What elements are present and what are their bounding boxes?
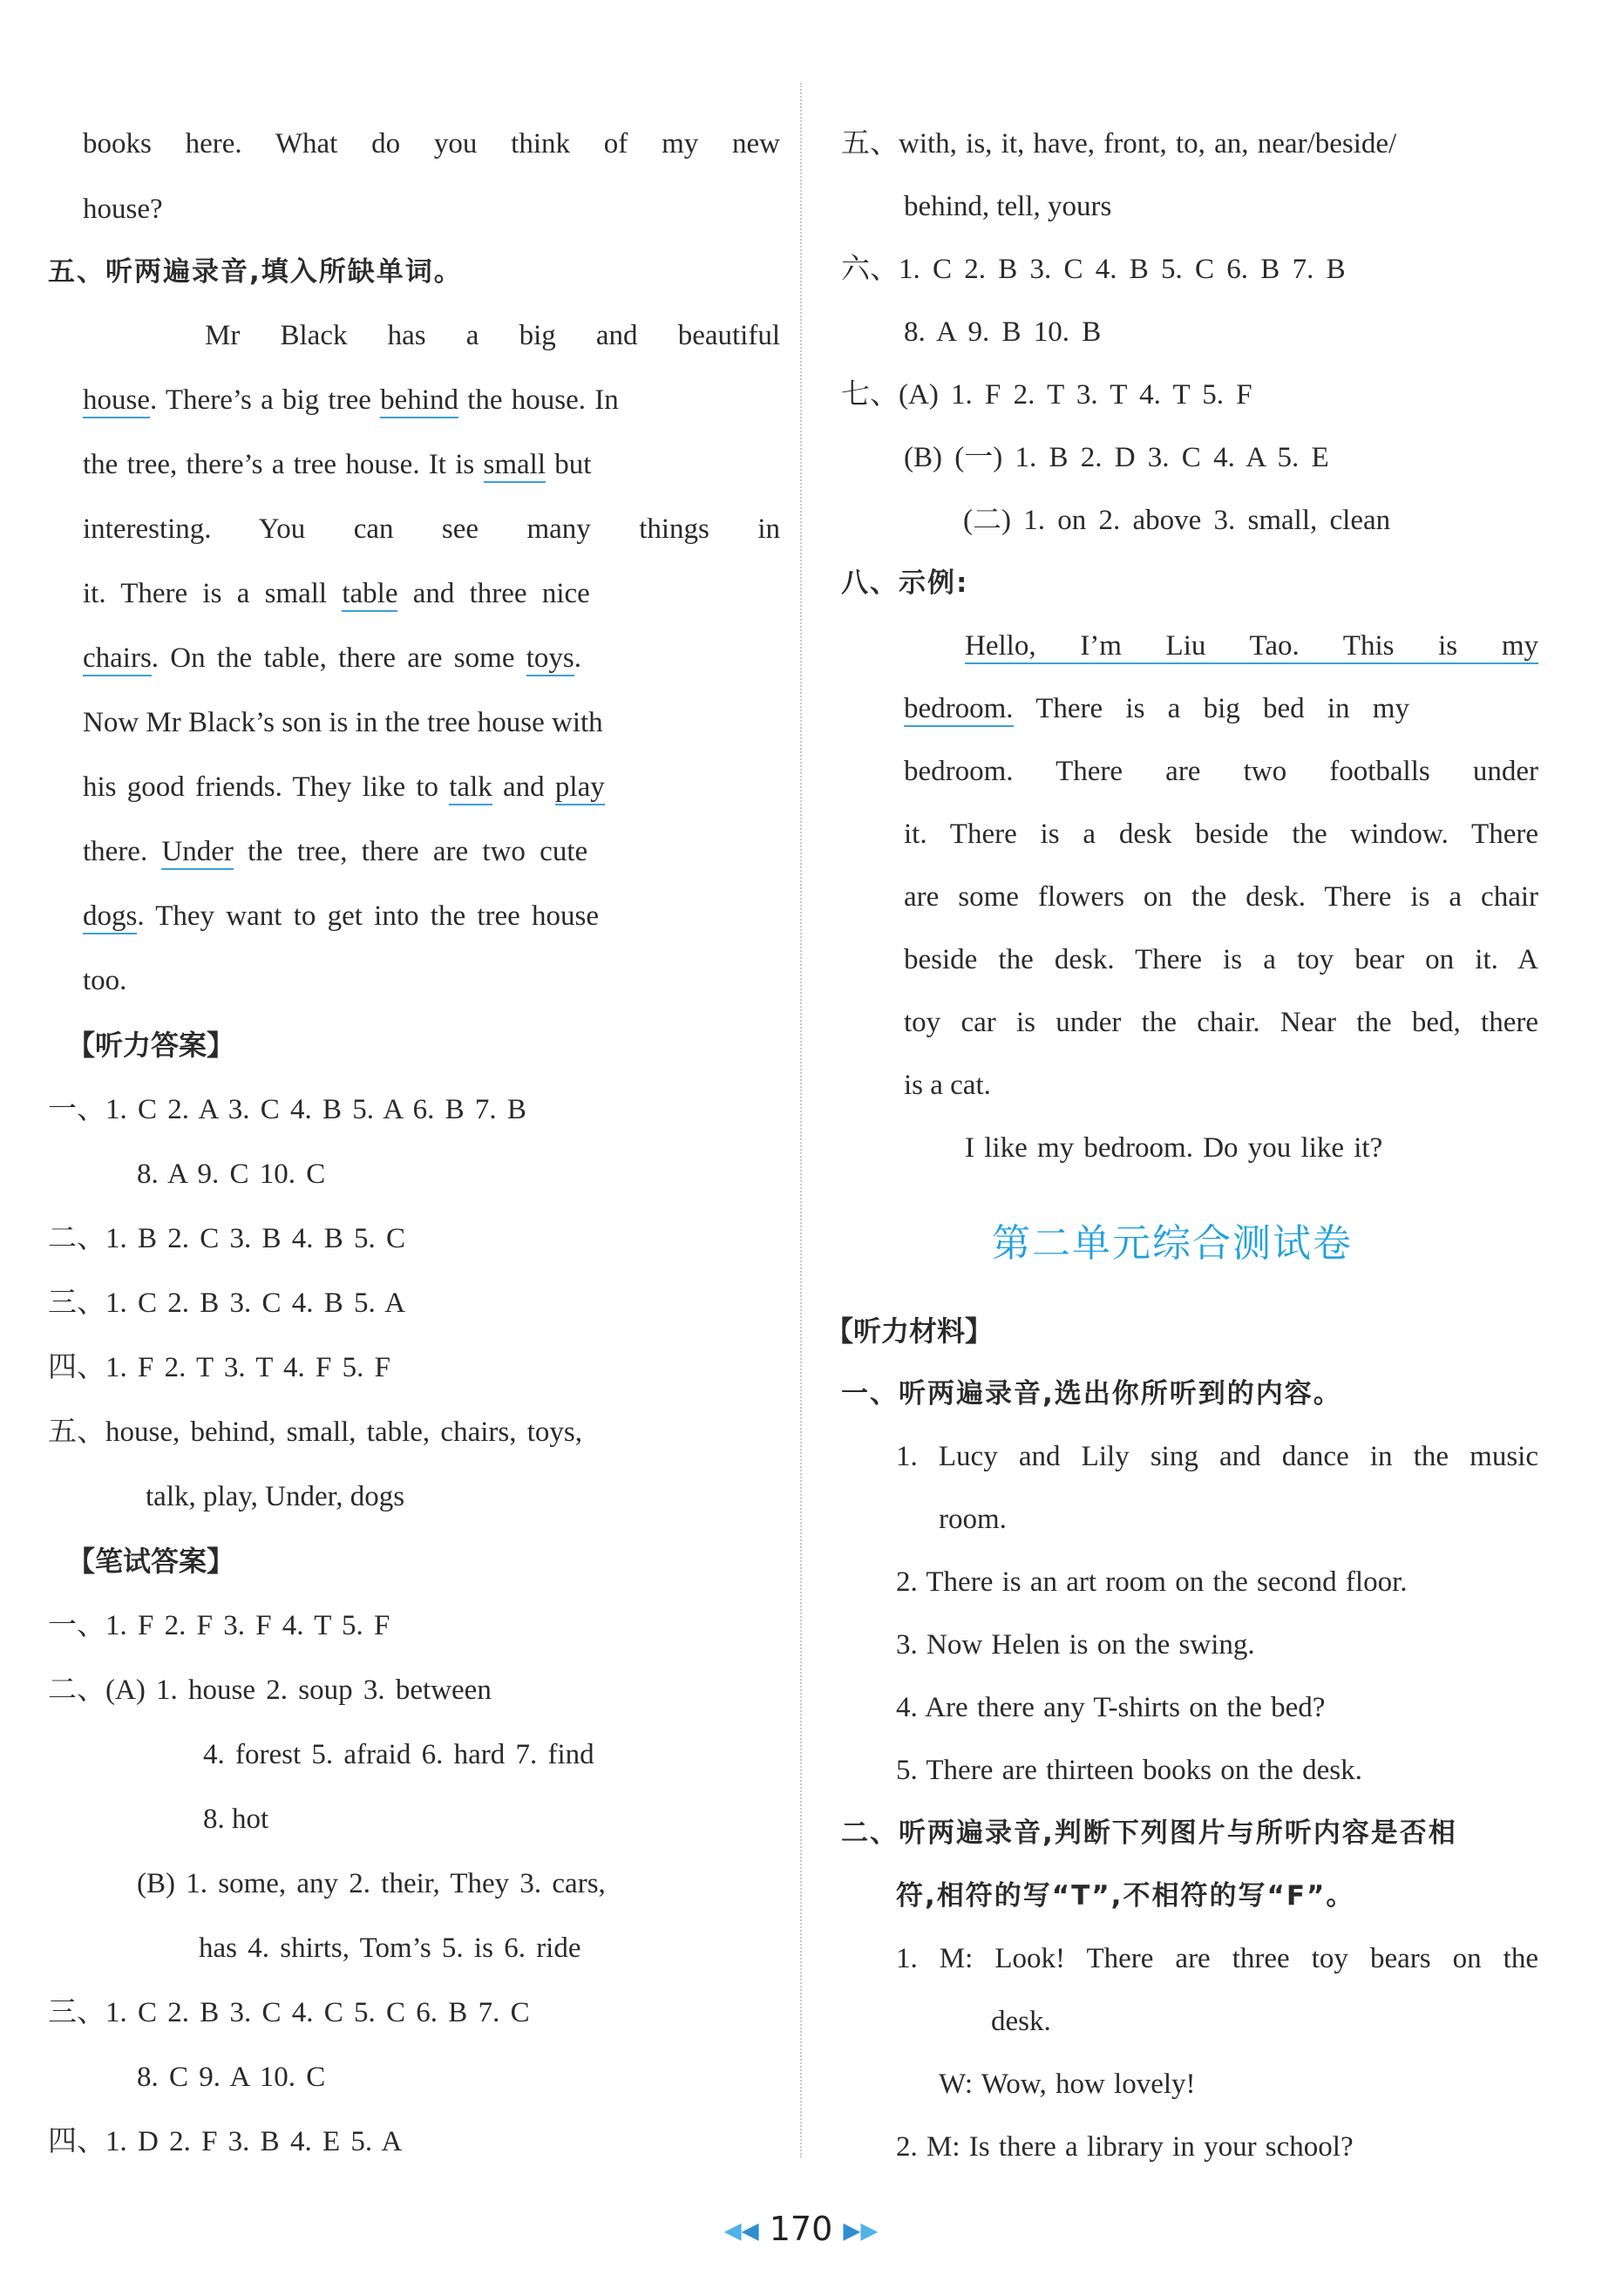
answer-line: 4. forest 5. afraid 6. hard 7. find [203, 1739, 594, 1770]
answer-line: 三、1. C 2. B 3. C 4. C 5. C 6. B 7. C [48, 1997, 530, 2028]
answer-line: 一、1. F 2. F 3. F 4. T 5. F [48, 1610, 390, 1641]
fill-answer: table [342, 578, 397, 612]
material-line: W: Wow, how lovely! [939, 2068, 1196, 2100]
column-divider [800, 83, 802, 2157]
passage-line: the tree, there’s a tree house. It is small but [83, 445, 780, 484]
material-line: 1. Lucy and Lily sing and dance in the music [896, 1441, 1538, 1472]
answer-line: 三、1. C 2. B 3. C 4. B 5. A [48, 1287, 406, 1319]
sample-line: are some flowers on the desk. There is a chair [904, 881, 1538, 913]
section-heading: 八、示例: [841, 567, 969, 599]
next-page-icon[interactable]: ▶ [843, 2218, 861, 2245]
answer-line: 六、1. C 2. B 3. C 4. B 5. C 6. B 7. B [841, 254, 1346, 285]
material-line: 4. Are there any T-shirts on the bed? [896, 1692, 1326, 1723]
fill-answer: toys [526, 642, 574, 676]
material-line: 5. There are thirteen books on the desk. [896, 1755, 1362, 1786]
page-number: 170 [769, 2210, 833, 2248]
material-line: 2. M: Is there a library in your school? [896, 2131, 1354, 2163]
answer-line: 8. A 9. C 10. C [137, 1158, 326, 1190]
sample-line: Hello, I’m Liu Tao. This is my [965, 627, 1538, 665]
sample-line: beside the desk. There is a toy bear on it. A [904, 944, 1538, 975]
sample-line: is a cat. [904, 1070, 991, 1101]
answer-line: 四、1. D 2. F 3. B 4. E 5. A [48, 2126, 403, 2157]
section-title: 第二单元综合测试卷 [992, 1221, 1353, 1266]
sample-line: it. There is a desk beside the window. There [904, 819, 1538, 850]
answer-line: behind, tell, yours [904, 191, 1112, 222]
fill-answer: chairs [83, 642, 152, 676]
sample-line: bedroom. There are two footballs under [904, 756, 1538, 787]
passage-line: books here. What do you think of my new [83, 128, 780, 160]
question-heading: 二、听两遍录音,判断下列图片与所听内容是否相 [841, 1817, 1457, 1849]
next-page-icon[interactable]: ▶ [860, 2218, 879, 2245]
answer-line: (B) 1. some, any 2. their, They 3. cars, [137, 1868, 606, 1899]
answer-line: 8. A 9. B 10. B [904, 316, 1102, 348]
passage-line: too. [83, 965, 127, 996]
answer-line: 二、1. B 2. C 3. B 4. B 5. C [48, 1223, 406, 1254]
passage-line: Now Mr Black’s son is in the tree house with [83, 707, 603, 738]
answer-line: talk, play, Under, dogs [146, 1481, 405, 1512]
question-heading: 一、听两遍录音,选出你所听到的内容。 [841, 1378, 1342, 1410]
sample-line: bedroom. There is a big bed in my [904, 689, 1601, 728]
answer-line: 五、with, is, it, have, front, to, an, near/beside/ [841, 128, 1397, 160]
sample-line: toy car is under the chair. Near the bed, there [904, 1007, 1538, 1038]
question-heading: 符,相符的写“T”,不相符的写“F”。 [896, 1880, 1355, 1912]
material-line: 3. Now Helen is on the swing. [896, 1629, 1255, 1661]
prev-page-icon[interactable]: ◀ [723, 2218, 742, 2245]
answer-line: 8. hot [203, 1804, 269, 1835]
fill-answer: dogs [83, 900, 137, 934]
fill-answer: play [555, 771, 605, 805]
passage-line: dogs. They want to get into the tree house [83, 897, 780, 935]
answer-line: has 4. shirts, Tom’s 5. is 6. ride [199, 1933, 581, 1964]
answer-line: (B) (一) 1. B 2. D 3. C 4. A 5. E [904, 442, 1329, 473]
passage-line: it. There is a small table and three nice [83, 574, 780, 613]
material-line: room. [939, 1504, 1007, 1535]
fill-answer: talk [449, 771, 492, 805]
passage-line: house? [83, 194, 163, 225]
passage-line: chairs. On the table, there are some toys. [83, 639, 780, 677]
written-answers-heading: 【笔试答案】 [67, 1545, 235, 1578]
section-heading: 五、听两遍录音,填入所缺单词。 [48, 256, 463, 288]
sample-line: I like my bedroom. Do you like it? [965, 1132, 1383, 1164]
passage-line: his good friends. They like to talk and play [83, 768, 780, 806]
fill-answer: behind [380, 384, 458, 418]
fill-answer: house [83, 384, 150, 418]
passage-line: interesting. You can see many things in [83, 513, 780, 545]
answer-line: 一、1. C 2. A 3. C 4. B 5. A 6. B 7. B [48, 1094, 526, 1125]
answer-line: 二、(A) 1. house 2. soup 3. between [48, 1674, 492, 1706]
fill-answer: Under [161, 836, 233, 870]
prev-page-icon[interactable]: ◀ [741, 2218, 759, 2245]
material-line: 2. There is an art room on the second floor. [896, 1566, 1408, 1598]
passage-line: Mr Black has a big and beautiful [205, 320, 780, 351]
answer-line: (二) 1. on 2. above 3. small, clean [963, 505, 1391, 536]
answer-line: 五、house, behind, small, table, chairs, toys, [48, 1416, 582, 1448]
listening-material-heading: 【听力材料】 [825, 1314, 994, 1348]
passage-line: there. Under the tree, there are two cute [83, 832, 780, 871]
fill-answer: small [484, 449, 546, 483]
material-line: 1. M: Look! There are three toy bears on the [896, 1943, 1538, 1974]
page-footer [0, 2210, 1602, 2248]
listening-answers-heading: 【听力答案】 [67, 1029, 235, 1062]
passage-line: house. There’s a big tree behind the house. In [83, 381, 780, 419]
answer-line: 8. C 9. A 10. C [137, 2062, 326, 2093]
answer-line: 四、1. F 2. T 3. T 4. F 5. F [48, 1352, 390, 1383]
answer-line: 七、(A) 1. F 2. T 3. T 4. T 5. F [841, 379, 1252, 411]
sample-underline: bedroom. [904, 693, 1014, 727]
material-line: desk. [991, 2006, 1051, 2037]
